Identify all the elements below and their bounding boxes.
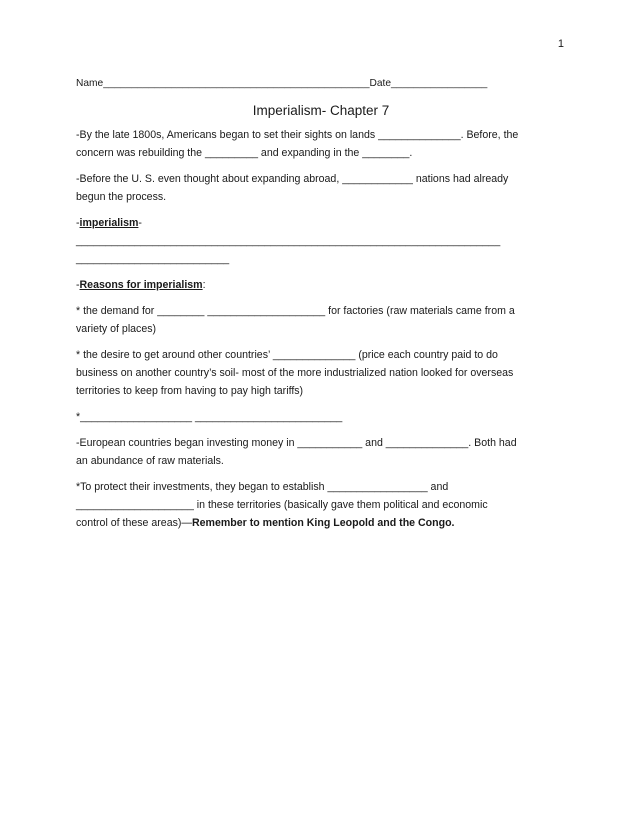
paragraph-line: * the desire to get around other countries’ ______________ (price each country paid to do [76, 349, 498, 361]
paragraph-line: -By the late 1800s, Americans began to set their sights on lands ______________. Before, the [76, 129, 519, 141]
paragraph-line: variety of places) [76, 323, 157, 335]
date-label: Date [369, 78, 392, 89]
paragraph-before-us [76, 170, 566, 206]
paragraph-line: -European countries began investing money in ___________ and ______________. Both had [76, 437, 517, 449]
paragraph-demand [76, 302, 566, 338]
paragraph-line: territories to keep from having to pay high tariffs) [76, 385, 304, 397]
name-label: Name [76, 78, 104, 89]
paragraph-line: -Before the U. S. even thought about expanding abroad, ____________ nations had already [76, 173, 509, 185]
date-blank: _________________ [391, 78, 488, 89]
name-blank: _______________________________________________ [103, 78, 370, 89]
answer-blank: *___________________ _________________________ [76, 411, 343, 423]
paragraph-imperialism-definition [76, 214, 566, 268]
dash: - [76, 279, 80, 291]
answer-blank: __________________________ [76, 253, 230, 265]
name-date-line [76, 75, 566, 93]
paragraph-line: * the demand for ________ ____________________ for factories (raw materials came from a [76, 305, 515, 317]
page-title: Imperialism- Chapter 7 [252, 103, 390, 118]
paragraph-americans-lands [76, 126, 566, 162]
paragraph-protect-investments [76, 478, 566, 532]
paragraph-line [76, 517, 455, 529]
page-number: 1 [557, 38, 564, 50]
paragraph-reasons-heading [76, 276, 566, 294]
paragraph-line: begun the process. [76, 191, 167, 203]
paragraph-text: control of these areas)— [76, 517, 192, 529]
reminder-king-leopold: Remember to mention King Leopold and the Congo. [192, 517, 455, 529]
paragraph-european-investing [76, 434, 566, 470]
colon: : [202, 279, 206, 291]
paragraph-line: concern was rebuilding the _________ and expanding in the ________. [76, 147, 413, 159]
term-imperialism: imperialism [79, 217, 139, 229]
paragraph-line: an abundance of raw materials. [76, 455, 224, 467]
answer-blank: ________________________________________________________________________ [76, 235, 501, 247]
dash: - [138, 217, 142, 229]
paragraph-desire [76, 346, 566, 400]
paragraph-line: ____________________ in these territories (basically gave them political and economic [76, 499, 488, 511]
dash: - [76, 217, 80, 229]
paragraph-third-reason [76, 408, 566, 426]
paragraph-line: business on another country’s soil- most of the more industrialized nation looked for overseas [76, 367, 514, 379]
worksheet-content [76, 75, 566, 540]
term-reasons-for-imperialism: Reasons for imperialism [79, 279, 203, 291]
paragraph-line: *To protect their investments, they began to establish _________________ and [76, 481, 449, 493]
